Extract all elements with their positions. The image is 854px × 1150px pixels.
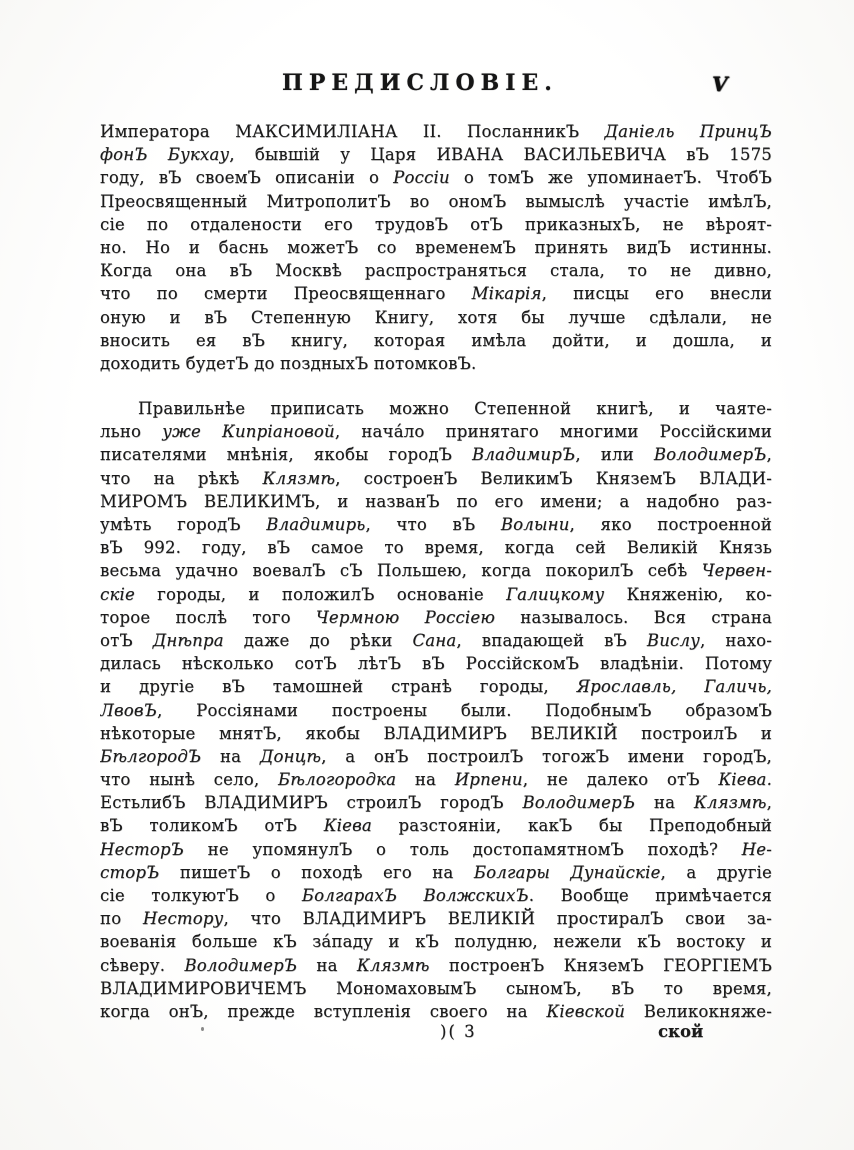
text-line xyxy=(100,861,772,884)
text-segment: весьма удачно воевалЪ сЪ Польшею, когда покорилЪ себѣ xyxy=(100,561,702,581)
text-segment-italic: Клязмѣ xyxy=(693,793,767,813)
text-segment-italic: ВолодимерЪ xyxy=(184,955,298,975)
text-segment: . Вообще примѣчается xyxy=(528,886,772,905)
text-segment-italic: Россіи xyxy=(393,168,450,188)
text-segment: , состроенЪ ВеликимЪ КняземЪ ВЛАДИ- xyxy=(335,468,772,488)
text-line xyxy=(100,722,772,745)
text-segment: , бывшій у Царя ИВАНА ВАСИЛЬЕВИЧА вЪ 1575 xyxy=(229,145,772,165)
text-segment-italic: НесторЪ xyxy=(100,839,185,859)
text-line xyxy=(100,884,772,907)
text-line xyxy=(100,143,772,166)
text-line xyxy=(100,236,772,259)
text-segment-italic: Червен- xyxy=(701,561,772,581)
text-segment-italic: Галицкому xyxy=(506,584,605,604)
text-segment: доходить будетЪ до поздныхЪ потомковЪ. xyxy=(100,353,477,373)
text-block xyxy=(100,120,772,1023)
paragraph xyxy=(100,120,772,375)
text-segment: на xyxy=(396,770,455,790)
text-segment-italic: Днѣпра xyxy=(152,630,224,650)
text-segment: по xyxy=(100,909,143,929)
text-segment: , что вЪ xyxy=(365,515,501,534)
text-segment: , xyxy=(766,445,772,465)
text-line xyxy=(100,120,772,143)
text-segment-italic: Кіева. xyxy=(718,770,772,790)
text-segment-italic: Даніель ПринцЪ xyxy=(604,122,772,141)
text-segment-italic: ВладимирЪ xyxy=(472,445,576,465)
text-segment-italic: Чермною Россіею xyxy=(315,607,496,627)
text-line xyxy=(100,513,772,536)
page-title: ПРЕДИСЛОВІЕ. xyxy=(282,70,558,96)
text-segment-italic: Донцѣ xyxy=(259,746,322,766)
text-line xyxy=(100,213,772,236)
text-segment: и другіе вЪ тамошней странѣ городы, xyxy=(100,677,577,697)
text-segment: построенЪ КняземЪ ГЕОРГІЕМЪ xyxy=(429,955,772,975)
text-line xyxy=(100,443,772,466)
text-line xyxy=(100,814,772,837)
text-line xyxy=(100,930,772,953)
text-line xyxy=(100,838,772,861)
text-segment: даже до рѣки xyxy=(223,630,413,650)
text-segment: Великокняже- xyxy=(625,1001,772,1021)
text-segment: вЪ толикомЪ отЪ xyxy=(100,816,324,836)
text-segment-italic: Клязмѣ xyxy=(262,468,336,488)
text-line xyxy=(100,699,772,722)
text-segment-italic: ЛвовЪ xyxy=(100,700,158,720)
text-line xyxy=(100,259,772,282)
page-footer xyxy=(100,1022,772,1046)
text-segment-italic: ВолодимерЪ xyxy=(653,445,767,465)
text-segment: Императора МАКСИМИЛІАНА II. ПосланникЪ xyxy=(100,122,605,141)
text-line xyxy=(100,306,772,329)
text-segment: на xyxy=(297,955,357,975)
text-line xyxy=(100,190,772,213)
text-segment: на xyxy=(201,746,260,766)
text-segment: , впадающей вЪ xyxy=(456,630,647,650)
text-segment: , нача́ло принятаго многими Россійскими xyxy=(334,422,772,442)
text-line xyxy=(100,282,772,305)
text-segment: году, вЪ своемЪ описаніи о xyxy=(100,168,394,188)
text-segment: пишетЪ о походѣ его на xyxy=(159,862,474,882)
text-line xyxy=(100,536,772,559)
text-segment-italic: Не- xyxy=(741,839,772,859)
text-segment: что нынѣ село, xyxy=(100,770,278,790)
text-segment: , что ВЛАДИМИРЪ ВЕЛИКІЙ простиралЪ свои за- xyxy=(223,909,772,929)
text-segment: торое послѣ того xyxy=(100,607,316,627)
text-segment: , нахо- xyxy=(699,630,772,650)
text-segment-italic: Сана xyxy=(412,630,457,650)
text-segment: оную и вЪ Степенную Книгу, хотя бы лучше сдѣлали, не xyxy=(100,307,772,327)
text-line xyxy=(100,977,772,1000)
text-segment: льно xyxy=(100,422,163,442)
text-line xyxy=(100,606,772,629)
text-segment: называлось. Вся страна xyxy=(495,607,772,627)
text-segment: что на рѣкѣ xyxy=(100,468,263,488)
text-segment: , а онЪ построилЪ тогожЪ имени городЪ, xyxy=(321,746,772,766)
text-segment: дилась нѣсколько сотЪ лѣтЪ вЪ РоссійскомЪ владѣніи. Потому xyxy=(100,654,772,674)
text-segment: ВЛАДИМИРОВИЧЕМЪ МономаховымЪ сыномЪ, вЪ то время, xyxy=(100,978,772,998)
text-line xyxy=(100,166,772,189)
text-segment-italic: Клязмѣ xyxy=(356,955,430,975)
text-line xyxy=(100,329,772,352)
text-segment-italic: Кіевской xyxy=(546,1001,626,1021)
page-number: V xyxy=(712,72,728,96)
text-segment: МИРОМЪ ВЕЛИКИМЪ, и названЪ по его имени; а надобно раз- xyxy=(100,491,772,511)
text-segment: вносить ея вЪ книгу, которая имѣла дойти, и дошла, и xyxy=(100,330,772,350)
text-line xyxy=(100,768,772,791)
text-segment: , яко построенной xyxy=(569,515,772,534)
text-segment: сіе по отдалености его трудовЪ отЪ приказныхЪ, не вѣроят- xyxy=(100,214,772,234)
text-segment: Преосвященный МитрополитЪ во ономЪ вымыслѣ участіе имѣлЪ, xyxy=(100,191,772,211)
text-segment-italic: фонЪ Букхау xyxy=(100,145,230,165)
text-segment: , Россіянами построены были. ПодобнымЪ образомЪ xyxy=(157,700,772,720)
text-line xyxy=(100,559,772,582)
text-segment-italic: Нестору xyxy=(142,909,224,929)
text-segment: вЪ 992. году, вЪ самое то время, когда сей Великій Князь xyxy=(100,538,772,558)
text-segment-italic: скіе xyxy=(100,584,135,604)
text-segment-italic: Бѣлогородка xyxy=(277,770,397,790)
text-segment: ЕстьлибЪ ВЛАДИМИРЪ строилЪ городЪ xyxy=(100,793,523,813)
text-segment: Когда она вЪ Москвѣ распространяться стала, то не дивно, xyxy=(100,261,772,281)
text-segment: , не далеко отЪ xyxy=(522,770,719,790)
text-segment: воеванія больше кЪ за́паду и кЪ полудню, нежели кЪ востоку и xyxy=(100,932,772,952)
text-line xyxy=(100,397,772,420)
text-segment-italic: Ирпени xyxy=(454,770,523,790)
text-segment-italic: БолгарахЪ ВолжскихЪ xyxy=(301,886,529,905)
text-segment: писателями мнѣнія, якобы городЪ xyxy=(100,445,472,465)
text-segment: , писцы его внесли xyxy=(541,284,772,304)
text-segment-italic: Мікарія xyxy=(471,284,542,304)
paragraph xyxy=(100,397,772,1023)
text-segment-italic: Ярославль, Галичь, xyxy=(576,677,772,697)
text-segment: о томЪ же упоминаетЪ. ЧтобЪ xyxy=(449,168,772,188)
text-segment: , xyxy=(766,793,772,813)
text-segment-italic: Болгары Дунайскіе xyxy=(473,862,661,882)
text-line xyxy=(100,954,772,977)
text-line xyxy=(100,791,772,814)
text-segment: что по смерти Преосвященнаго xyxy=(100,284,472,304)
text-line xyxy=(100,1000,772,1023)
text-segment-italic: Кіева xyxy=(323,816,372,836)
text-segment: на xyxy=(635,793,694,813)
text-segment-italic: БѣлгородЪ xyxy=(100,746,202,766)
text-segment-italic: Вислу xyxy=(646,630,700,650)
text-segment: , или xyxy=(575,445,654,465)
text-segment: нѣкоторые мнятЪ, якобы ВЛАДИМИРЪ ВЕЛИКІЙ построилЪ и xyxy=(100,723,772,743)
text-segment-italic: сторЪ xyxy=(100,862,160,882)
scan-speck xyxy=(201,1027,204,1031)
text-line xyxy=(100,745,772,768)
text-line xyxy=(100,352,772,375)
text-segment-italic: уже Кипріановой xyxy=(162,422,335,442)
text-segment-italic: Волыни xyxy=(500,515,570,534)
text-segment: сѣверу. xyxy=(100,955,185,975)
text-segment: умѣть городЪ xyxy=(100,515,267,534)
text-segment: отЪ xyxy=(100,630,153,650)
catchword: ской xyxy=(658,1022,704,1041)
text-line xyxy=(100,629,772,652)
text-line xyxy=(100,490,772,513)
text-segment: разстояніи, какЪ бы Преподобный xyxy=(371,816,772,836)
text-segment-italic: Владимирь xyxy=(266,515,366,534)
text-segment: сіе толкуютЪ о xyxy=(100,886,302,905)
text-line xyxy=(100,467,772,490)
text-segment: но. Но и баснь можетЪ со временемЪ принять видЪ истинны. xyxy=(100,237,772,257)
text-segment: когда онЪ, прежде вступленія своего на xyxy=(100,1001,547,1021)
text-segment: , а другіе xyxy=(660,862,772,882)
text-segment-italic: ВолодимерЪ xyxy=(522,793,636,813)
text-line xyxy=(100,652,772,675)
text-line xyxy=(100,583,772,606)
text-segment: не упомянулЪ о толь достопамятномЪ походѣ? xyxy=(184,839,742,859)
signature-mark: )( 3 xyxy=(440,1022,477,1041)
text-segment: Правильнѣе приписать можно Степенной книгѣ, и чаяте- xyxy=(138,399,772,419)
text-line xyxy=(100,907,772,930)
text-line xyxy=(100,420,772,443)
text-segment: городы, и положилЪ основаніе xyxy=(134,584,507,604)
text-segment: Княженію, ко- xyxy=(604,584,772,604)
text-line xyxy=(100,675,772,698)
